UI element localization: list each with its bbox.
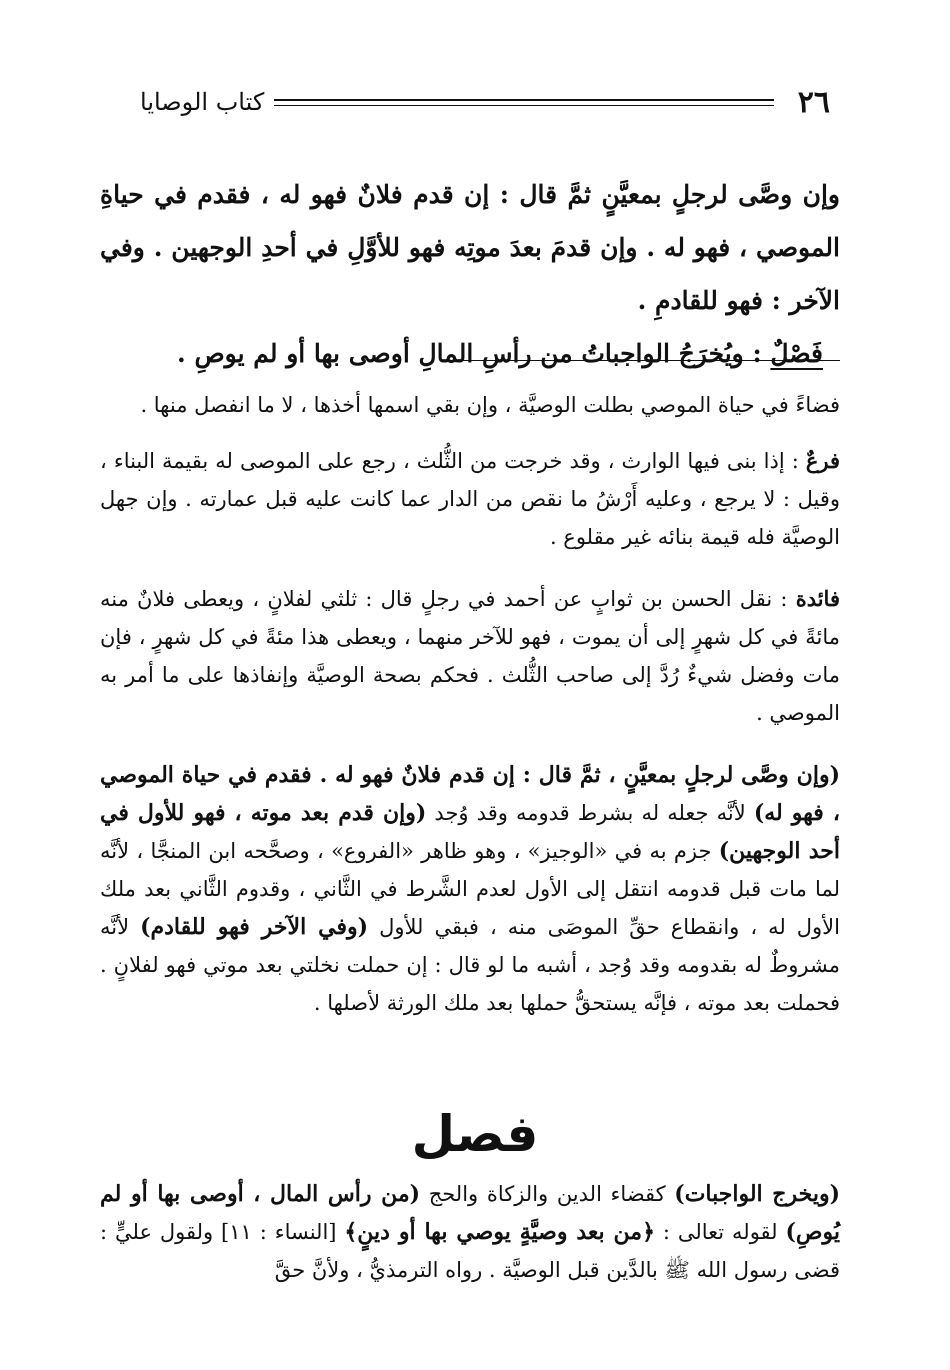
commentary: لأنَّه جعله له بشرط قدومه وقد وُجد — [426, 801, 754, 825]
fasl-text: : ويُخرَجُ الواجباتُ من رأسِ المالِ أوصى بها أو لم يوصِ . — [177, 339, 771, 368]
commentary: لقوله تعالى : — [654, 1220, 786, 1244]
matn-fasl-line — [100, 327, 840, 380]
matn-paragraph: وإن وصَّى لرجلٍ بمعيَّنٍ ثمَّ قال : إن قدم فلانٌ فهو له ، فقدم في حياةِ الموصي ، فهو له . وإن قدمَ بعدَ موتِه فهو للأوَّلِ في أحدِ الوجهين . وفي الآخر : فهو للقادمِ . — [100, 180, 840, 315]
sharh-text — [100, 580, 840, 732]
footnote-divider — [460, 360, 840, 361]
far-label: فرعٌ — [805, 448, 840, 473]
sharh-paragraph-3 — [100, 580, 840, 732]
commentary: [النساء : ١١] ولقول عليٍّ : قضى رسول الله ﷺ بالدَّين قبل الوصيَّة . رواه الترمذيُّ ، ولأنَّ حقَّ — [100, 1220, 840, 1282]
sharh-text: فضاءً في حياة الموصي بطلت الوصيَّة ، وإن بقي اسمها أخذها ، لا ما انفصل منها . — [140, 393, 840, 417]
faida-label: فائدة — [795, 586, 840, 611]
matn-text — [100, 168, 840, 380]
quoted-matn: (من رأس المال ، أوصى بها أو لم يُوصِ) — [100, 1181, 840, 1245]
quoted-matn: (ويخرج الواجبات) — [674, 1181, 840, 1207]
sharh-paragraph-5 — [100, 1175, 840, 1289]
commentary: لأنَّه مشروطٌ له بقدومه وقد وُجد ، أشبه ما لو قال : إن حملت نخلتي بعد موتي فهو لفلانٍ . فحملت بعد موته ، فإنَّه يستحقُّ حملها بعد ملك الورثة لأصلها . — [100, 915, 840, 1015]
sharh-body: : إذا بنى فيها الوارث ، وقد خرجت من الثُّلث ، رجع على الموصى له بقيمة البناء ، وقيل : لا يرجع ، وعليه أَرْشُ ما نقص من الدار عما كانت عليه قبل عمارته . وإن جهل الوصيَّة فله قيمة بنائه غير مقلوع . — [100, 449, 840, 549]
sharh-paragraph-1 — [100, 386, 840, 424]
sharh-body: : نقل الحسن بن ثوابٍ عن أحمد في رجلٍ قال : ثلثي لفلانٍ ، ويعطى فلانٌ منه مائةً في كل شهرٍ إلى أن يموت ، فهو للآخر منهما ، ويعطى هذا مئةً في كل شهرٍ ، فإن مات وفضل شيءٌ رُدَّ إلى صاحب الثُّلث . فحكم بصحة الوصيَّة وإنفاذها على ما أمر به الموصي . — [100, 587, 840, 725]
page-header — [140, 82, 830, 122]
sharh-paragraph-4 — [100, 756, 840, 1022]
sharh-text — [100, 442, 840, 556]
fasl-label: فَصْلٌ — [770, 339, 823, 368]
quoted-matn: (وإن وصَّى لرجلٍ بمعيَّنٍ ، ثمَّ قال : إن قدم فلانٌ فهو له . فقدم في حياة الموصي ، فهو له) — [100, 762, 841, 826]
page-number: ٢٦ — [797, 84, 830, 120]
commentary: جزم به في «الوجيز» ، وهو ظاهر «الفروع» ، وصحَّحه ابن المنجَّا ، لأنَّه لما مات قبل قدومه انتقل إلى الأول لعدم الشَّرط في الثَّاني ، وقدوم الثَّاني بعد ملك الأول له ، وانقطاع حقِّ الموصَى منه ، فبقي للأول — [100, 839, 840, 939]
sharh-text — [100, 1175, 840, 1289]
section-heading: فصل — [411, 1105, 539, 1163]
running-title: كتاب الوصايا — [140, 88, 265, 116]
header-rule — [274, 99, 774, 106]
sharh-text — [100, 756, 840, 1022]
quran-verse: ﴿من بعد وصيَّةٍ يوصي بها أو دينٍ﴾ — [344, 1219, 655, 1245]
quoted-matn: (وإن قدم بعد موته ، فهو للأول في أحد الوجهين) — [100, 800, 841, 864]
quoted-matn: (وفي الآخر فهو للقادم) — [140, 914, 369, 940]
sharh-paragraph-2 — [100, 442, 840, 556]
commentary: كقضاء الدين والزكاة والحج — [420, 1182, 675, 1206]
